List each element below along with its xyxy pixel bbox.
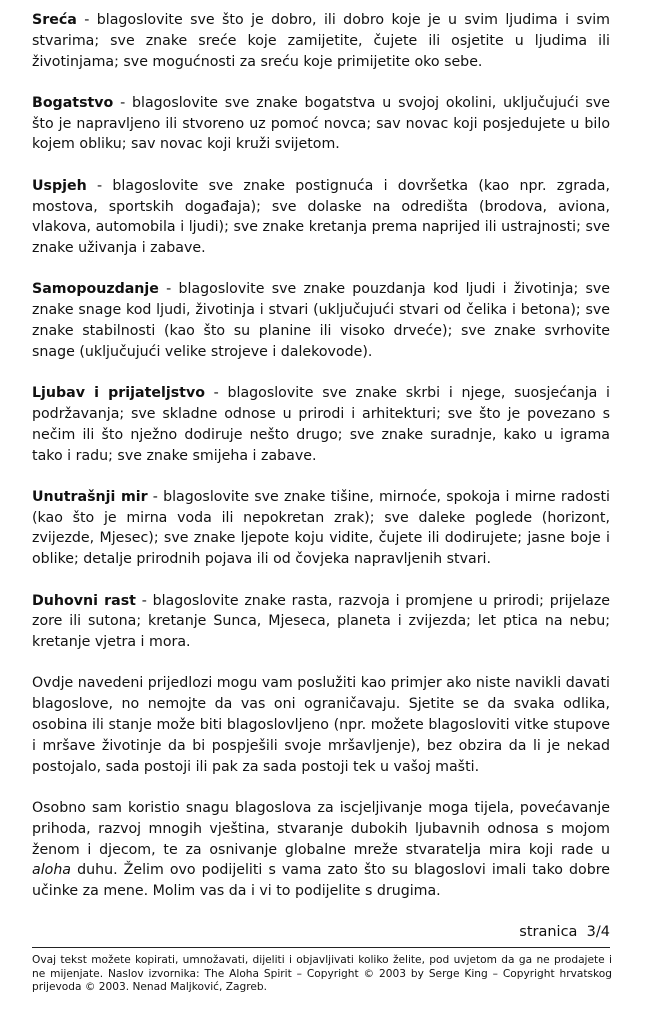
- blessing-description: - blagoslovite sve znake postignuća i dovršetka (kao npr. zgrada, mostova, sportskih događaja); sve dolaske na odredišta (brodova, aviona, vlakova, automobila i ljudi); sve znake kretanja prema naprijed ili ustrajnosti; sve znake uživanja i zabave.: [32, 177, 610, 257]
- closing-text-end: duhu. Želim ovo podijeliti s vama zato što su blagoslovi imali tako dobre učinke za mene. Molim vas da i vi to podijelite s drugima.: [32, 862, 610, 900]
- blessing-wealth: [32, 93, 610, 155]
- closing-paragraph-suggestions: Ovdje navedeni prijedlozi mogu vam poslužiti kao primjer ako niste navikli davati blagoslove, no nemojte da vas oni ograničavaju. Sjetite se da svaka odlika, osobina ili stanje može biti blagoslovljeno (npr. možete blagosloviti vitke stupove i mršave životinje da bi pospješili svoje mršavljenje), bez obzira da li je nekad postojalo, sada postoji ili pak za sada postoji tek u vašoj mašti.: [32, 675, 610, 775]
- closing-text-start: Osobno sam koristio snagu blagoslova za iscjeljivanje moga tijela, povećavanje prihoda, razvoj mnogih vještina, stvaranje dubokih ljubavnih odnosa s mojom ženom i djecom, te za osnivanje globalne mreže stvaratelja mira koji rade u: [32, 799, 610, 858]
- blessing-love-friendship: [32, 383, 610, 466]
- blessing-term: Sreća: [32, 12, 77, 28]
- blessing-confidence: [32, 279, 610, 362]
- blessing-description: - blagoslovite sve znake tišine, mirnoće, spokoja i mirne radosti (kao što je mirna voda ili nepokretan zrak); sve daleke poglede (horizont, zvijezde, Mjesec); sve znake ljepote koju vidite, čujete ili dodirujete; jasne boje i oblike; detalje prirodnih pojava ili od čovjeka napravljenih stvari.: [32, 488, 610, 568]
- blessing-term: Unutrašnji mir: [32, 488, 148, 505]
- blessing-term: Duhovni rast: [32, 592, 136, 609]
- blessing-description: - blagoslovite znake rasta, razvoja i promjene u prirodi; prijelaze zore ili sutona; kretanje Sunca, Mjeseca, planeta i zvijezda; let ptica na nebu; kretanje vjetra i mora.: [32, 592, 610, 651]
- blessing-term: Uspjeh: [32, 177, 87, 194]
- blessing-spiritual-growth: [32, 591, 610, 653]
- copyright-footer: Ovaj tekst možete kopirati, umnožavati, dijeliti i objavljivati koliko želite, pod uvjetom da ga ne prodajete i ne mijenjate. Naslov izvornika: The Aloha Spirit – Copyright © 2003 by Serge King – Copyright hrvatskog prijevoda © 2003. Nenad Maljković, Zagreb.: [32, 954, 612, 994]
- blessing-happiness: [32, 10, 610, 72]
- blessing-description: - blagoslovite sve znake skrbi i njege, suosjećanja i podržavanja; sve skladne odnose u prirodi i arhitekturi; sve što je povezano s nečim ili što nježno dodiruje nešto drugo; sve znake suradnje, kako u igrama tako i radu; sve znake smijeha i zabave.: [32, 385, 610, 464]
- blessing-term: Bogatstvo: [32, 94, 114, 111]
- document-body: [32, 10, 610, 922]
- aloha-word: aloha: [32, 862, 72, 879]
- page-number: stranica 3/4: [519, 924, 610, 940]
- blessing-description: - blagoslovite sve znake bogatstva u svojoj okolini, uključujući sve što je napravljeno ili stvoreno uz pomoć novca; sav novac koji posjedujete u bilo kojem obliku; sav novac koji kruži svijetom.: [32, 94, 610, 153]
- blessing-description: - blagoslovite sve znake pouzdanja kod ljudi i životinja; sve znake snage kod ljudi, životinja i stvari (uključujući stvari od čelika i betona); sve znake stabilnosti (kao što su planine ili visoko drveće); sve znake svrhovite snage (uključujući velike strojeve i dalekovode).: [32, 281, 610, 360]
- closing-paragraph-personal: [32, 798, 610, 902]
- blessing-term: Samopouzdanje: [32, 281, 159, 298]
- blessing-inner-peace: [32, 487, 610, 570]
- footer-divider: [32, 947, 610, 948]
- blessing-description: - blagoslovite sve što je dobro, ili dobro koje je u svim ljudima i svim stvarima; sve znake sreće koje zamijetite, čujete ili osjetite u ljudima ili životinjama; sve mogućnosti za sreću koje primijetite oko sebe.: [32, 12, 610, 70]
- blessing-success: [32, 176, 610, 259]
- blessing-term: Ljubav i prijateljstvo: [32, 385, 205, 402]
